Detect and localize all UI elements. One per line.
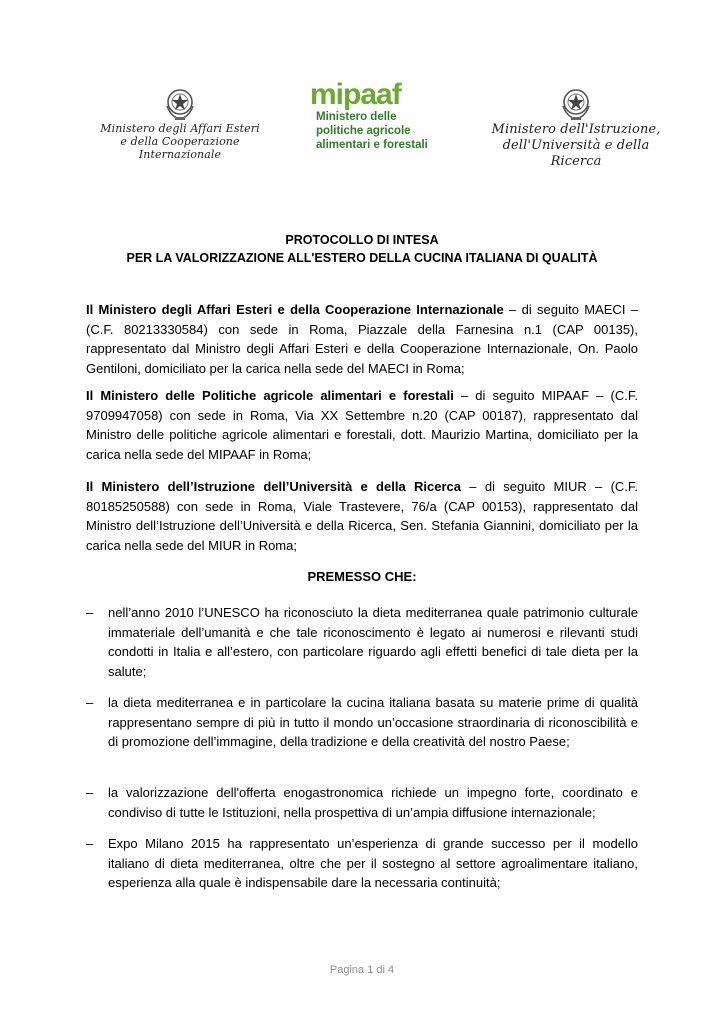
party-paragraph-mipaaf xyxy=(86,386,638,464)
mipaaf-sub-line3: alimentari e forestali xyxy=(316,139,428,151)
maeci-name-line2: e della Cooperazione Internazionale xyxy=(120,135,240,161)
mipaaf-logo xyxy=(310,80,438,152)
list-item-text: la dieta mediterranea e in particolare la cucina italiana basata su materie prime di qualità rappresentano sempre di più in tutto il mondo un’occasione straordinaria di riconoscibilità e di promozione dell’immagine, della tradizione e della creatività del nostro Paese; xyxy=(108,695,638,749)
mipaaf-wordmark: mipaaf xyxy=(310,78,401,111)
mipaaf-sub-line2: politiche agricole xyxy=(316,125,411,137)
miur-name-line1: Ministero dell'Istruzione, xyxy=(491,122,661,137)
maeci-name-line1: Ministero degli Affari Esteri xyxy=(100,122,260,135)
list-item xyxy=(86,603,638,681)
list-item xyxy=(86,783,638,822)
list-item-text: la valorizzazione dell'offerta enogastronomica richiede un impegno forte, coordinato e condiviso di tutte le Istituzioni, nella prospettiva di un’ampia diffusione internazionale; xyxy=(108,785,638,820)
mipaaf-sub-line1: Ministero delle xyxy=(316,111,397,123)
party-name: Il Ministero dell’Istruzione dell’Università e della Ricerca xyxy=(86,479,461,494)
party-details: – di seguito MIUR – (C.F. 80185250588) con sede in Roma, Viale Trastevere, 76/a (CAP 00153), rappresentato dal Ministro dell’Istruzione dell’Università e della Ricerca, Sen. Stefania Giannini, domiciliato per la carica nella sede del MIUR in Roma; xyxy=(86,479,639,553)
dash-bullet-icon: – xyxy=(86,605,94,620)
party-details: – di seguito MIPAAF – (C.F. 9709947058) con sede in Roma, Via XX Settembre n.20 (CAP 00187), rappresentato dal Ministro delle politiche agricole alimentari e forestali, dott. Maurizio Martina, domiciliato per la carica nella sede del MIPAAF in Roma; xyxy=(86,388,638,462)
miur-logo xyxy=(478,86,674,170)
maeci-logo xyxy=(96,86,264,161)
party-details: – di seguito MAECI – (C.F. 80213330584) con sede in Roma, Piazzale della Farnesina n.1 (CAP 00135), rappresentato dal Ministro degli Affari Esteri e della Cooperazione Internazionale, On. Paolo Gentiloni, domiciliato per la carica nella sede del MAECI in Roma; xyxy=(86,302,638,376)
dash-bullet-icon: – xyxy=(86,695,94,710)
miur-name-line2: dell'Università e della Ricerca xyxy=(502,138,650,169)
premesso-heading: PREMESSO CHE: xyxy=(307,569,417,584)
list-item xyxy=(86,693,638,752)
italian-republic-emblem-icon xyxy=(163,86,197,122)
document-subtitle: PER LA VALORIZZAZIONE ALL'ESTERO DELLA CUCINA ITALIANA DI QUALITÀ xyxy=(126,251,598,265)
italian-republic-emblem-icon xyxy=(559,86,593,122)
party-paragraph-miur xyxy=(86,477,638,555)
party-name: Il Ministero delle Politiche agricole alimentari e forestali xyxy=(86,388,454,403)
dash-bullet-icon: – xyxy=(86,785,94,800)
party-paragraph-maeci xyxy=(86,300,638,378)
list-item-text: Expo Milano 2015 ha rappresentato un’esperienza di grande successo per il modello italiano di dieta mediterranea, oltre che per il sostegno al settore agroalimentare italiano, esperienza alla quale è indispensabile dare la necessaria continuità; xyxy=(108,836,638,890)
list-item xyxy=(86,834,638,893)
dash-bullet-icon: – xyxy=(86,836,94,851)
list-item-text: nell’anno 2010 l’UNESCO ha riconosciuto la dieta mediterranea quale patrimonio culturale immateriale dell’umanità e che tale riconoscimento è legato ai numerosi e rilevanti studi condotti in Italia e all’estero, con particolare riguardo agli effetti benefici di tale dieta per la salute; xyxy=(108,605,638,679)
document-title: PROTOCOLLO DI INTESA xyxy=(285,233,439,247)
party-name: Il Ministero degli Affari Esteri e della Cooperazione Internazionale xyxy=(86,302,504,317)
page-number: Pagina 1 di 4 xyxy=(329,964,395,976)
